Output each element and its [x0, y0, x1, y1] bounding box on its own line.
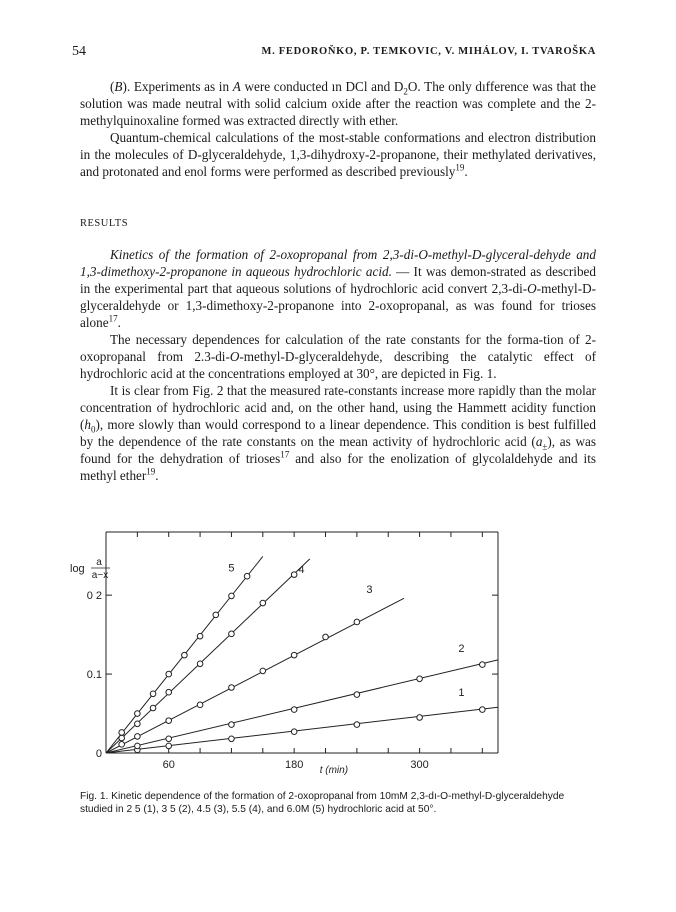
data-point-series-2 — [417, 676, 423, 682]
paragraph-kinetics — [80, 246, 596, 331]
text-run-sub: 0 — [91, 424, 96, 435]
running-head-authors: M. FEDOROŇKO, P. TEMKOVIC, V. MIHÁLOV, I. TVAROŠKA — [261, 46, 596, 57]
data-point-series-1 — [354, 722, 360, 728]
data-point-series-1 — [480, 707, 486, 713]
text-run-i: h — [84, 417, 91, 432]
data-point-series-5 — [119, 730, 125, 736]
caption-label: Fig. 1. — [80, 791, 109, 802]
paragraph-experiment-b — [80, 78, 596, 129]
text-run: ( — [110, 79, 115, 94]
text-run: The necessary dependences for calculation of the rate constants for the forma-tion of 2-oxopropanal from 2.3-di- — [80, 332, 596, 364]
data-point-series-5 — [166, 671, 172, 677]
text-run: Quantum-chemical calculations of the most-stable conformations and electron distribution in the molecules of D-glyceraldehyde, 1,3-dihydroxy-2-propanone, their methylated derivatives, and protonated and enol forms were performed as described previously — [80, 130, 596, 179]
x-tick-label: 300 — [410, 759, 429, 771]
data-point-series-5 — [135, 711, 141, 717]
data-point-series-2 — [291, 707, 297, 713]
paragraph-dependences — [80, 331, 596, 382]
text-run: O. The only dıfference was that the solution was made neutral with solid calcium oxide after the reaction was complete and the 2-methylquinoxaline formed was extracted directly with ether. — [80, 79, 596, 128]
data-point-series-2 — [354, 692, 360, 698]
page-number: 54 — [72, 44, 86, 59]
data-point-series-3 — [291, 652, 297, 658]
text-run: ). Experiments as in — [122, 79, 233, 94]
series-line-1 — [106, 707, 498, 753]
x-tick-label: 180 — [284, 759, 304, 771]
data-point-series-4 — [119, 735, 125, 741]
data-point-series-5 — [150, 691, 156, 697]
data-point-series-2 — [480, 662, 486, 668]
data-point-series-5 — [244, 573, 250, 579]
text-run-i: A — [232, 79, 241, 94]
text-run: -methyl-D-glyceraldehyde or 1,3-dimethoxy-2-propanone into 2-oxopropanal, as was found for trioses alone — [80, 281, 596, 330]
intro-text — [80, 78, 596, 180]
data-point-series-2 — [166, 736, 172, 742]
data-point-series-3 — [260, 668, 266, 674]
page-header — [72, 44, 596, 64]
series-label-2: 2 — [458, 642, 465, 655]
figure-1 — [70, 528, 600, 790]
data-point-series-3 — [354, 619, 360, 625]
text-run-sup: 17 — [280, 449, 290, 460]
text-run-i: Kinetics of the formation of 2-oxopropanal from 2,3-di-O-methyl-D-glyceral-dehyde and 1,3-dimethoxy-2-propanone in aqueous hydrochloric acid. — [80, 247, 596, 279]
text-run: -methyl-D-glyceraldehyde, describing the catalytic effect of hydrochloric acid at the concentrations employed at 30°, are depicted in Fig. 1. — [80, 349, 596, 381]
text-run-i: B — [114, 79, 123, 94]
text-run: were conducted ın DCl and D — [240, 79, 404, 94]
x-axis-label: t (min) — [319, 765, 349, 776]
data-point-series-5 — [197, 633, 203, 639]
series-label-4: 4 — [298, 564, 305, 577]
paragraph-rate-constants — [80, 382, 596, 484]
paragraph-quantum-calculations — [80, 129, 596, 180]
data-point-series-4 — [260, 600, 266, 606]
data-point-series-4 — [166, 689, 172, 695]
text-run: — It was demon-strated as described in the experimental part that aqueous solutions of hydrochloric acid convert 2,3-di- — [80, 264, 596, 296]
text-run-sup: 19 — [146, 466, 156, 477]
figure-caption — [80, 790, 596, 816]
text-run-sub: 2 — [403, 86, 408, 97]
data-point-series-2 — [229, 722, 235, 728]
series-line-2 — [106, 660, 498, 753]
y-tick-label: 0 2 — [86, 590, 102, 603]
text-run: . — [155, 468, 159, 483]
data-point-series-4 — [135, 721, 141, 727]
y-axis-label-log: log — [70, 563, 85, 575]
section-heading-results: RESULTS — [80, 218, 129, 229]
data-point-series-4 — [229, 631, 235, 637]
text-run: and also for the enolization of glycolaldehyde and its methyl ether — [80, 451, 596, 483]
text-run: . — [464, 164, 468, 179]
series-label-5: 5 — [228, 562, 235, 575]
y-axis-label-numerator: a — [96, 557, 102, 568]
results-text — [80, 246, 596, 484]
data-point-series-1 — [229, 736, 235, 742]
text-run-i: a — [535, 434, 543, 449]
text-run-sub: ± — [542, 441, 548, 452]
text-run: ), more slowly than would correspond to a linear dependence. This condition is best fulfilled by the dependence of the rate constants on the mean activity of hydrochloric acid ( — [80, 417, 596, 449]
data-point-series-1 — [291, 729, 297, 735]
data-point-series-4 — [291, 572, 297, 578]
kinetic-chart — [70, 528, 600, 790]
text-run: . — [117, 315, 121, 330]
y-axis-label-denominator: a−x — [91, 570, 109, 581]
data-point-series-2 — [135, 743, 141, 749]
data-point-series-1 — [166, 743, 172, 749]
series-label-1: 1 — [458, 687, 465, 700]
data-point-series-3 — [135, 734, 141, 740]
data-point-series-3 — [166, 718, 172, 724]
text-run-sup: 17 — [108, 313, 118, 324]
text-run-i: O — [527, 281, 537, 296]
data-point-series-3 — [119, 742, 125, 748]
data-point-series-3 — [229, 685, 235, 691]
text-run: ), as was found for the dehydration of trioses — [80, 434, 596, 466]
data-point-series-5 — [213, 612, 219, 618]
data-point-series-5 — [229, 593, 235, 599]
data-point-series-4 — [197, 661, 203, 667]
series-label-3: 3 — [366, 583, 373, 596]
text-run-sup: 19 — [455, 162, 465, 173]
y-tick-label: 0.1 — [86, 669, 102, 682]
caption-text: Kinetic dependence of the formation of 2-oxopropanal from 10mM 2,3-dı-O-methyl-D-glyceraldehyde studied in 2 5 (1), 3 5 (2), 4.5 (3), 5.5 (4), and 6.0M (5) hydrochloric acid at 50°. — [80, 791, 565, 815]
data-point-series-3 — [323, 634, 329, 640]
text-run: It is clear from Fig. 2 that the measured rate-constants increase more rapidly than the molar concentration of hydrochloric acid and, on the other hand, using the Hammett acidity function ( — [80, 383, 596, 432]
data-point-series-3 — [197, 702, 203, 708]
data-point-series-4 — [150, 705, 156, 711]
text-run-i: O — [229, 349, 240, 364]
data-point-series-1 — [417, 715, 423, 721]
y-tick-label: 0 — [95, 748, 102, 760]
x-tick-label: 60 — [162, 759, 175, 771]
data-point-series-5 — [182, 652, 188, 658]
